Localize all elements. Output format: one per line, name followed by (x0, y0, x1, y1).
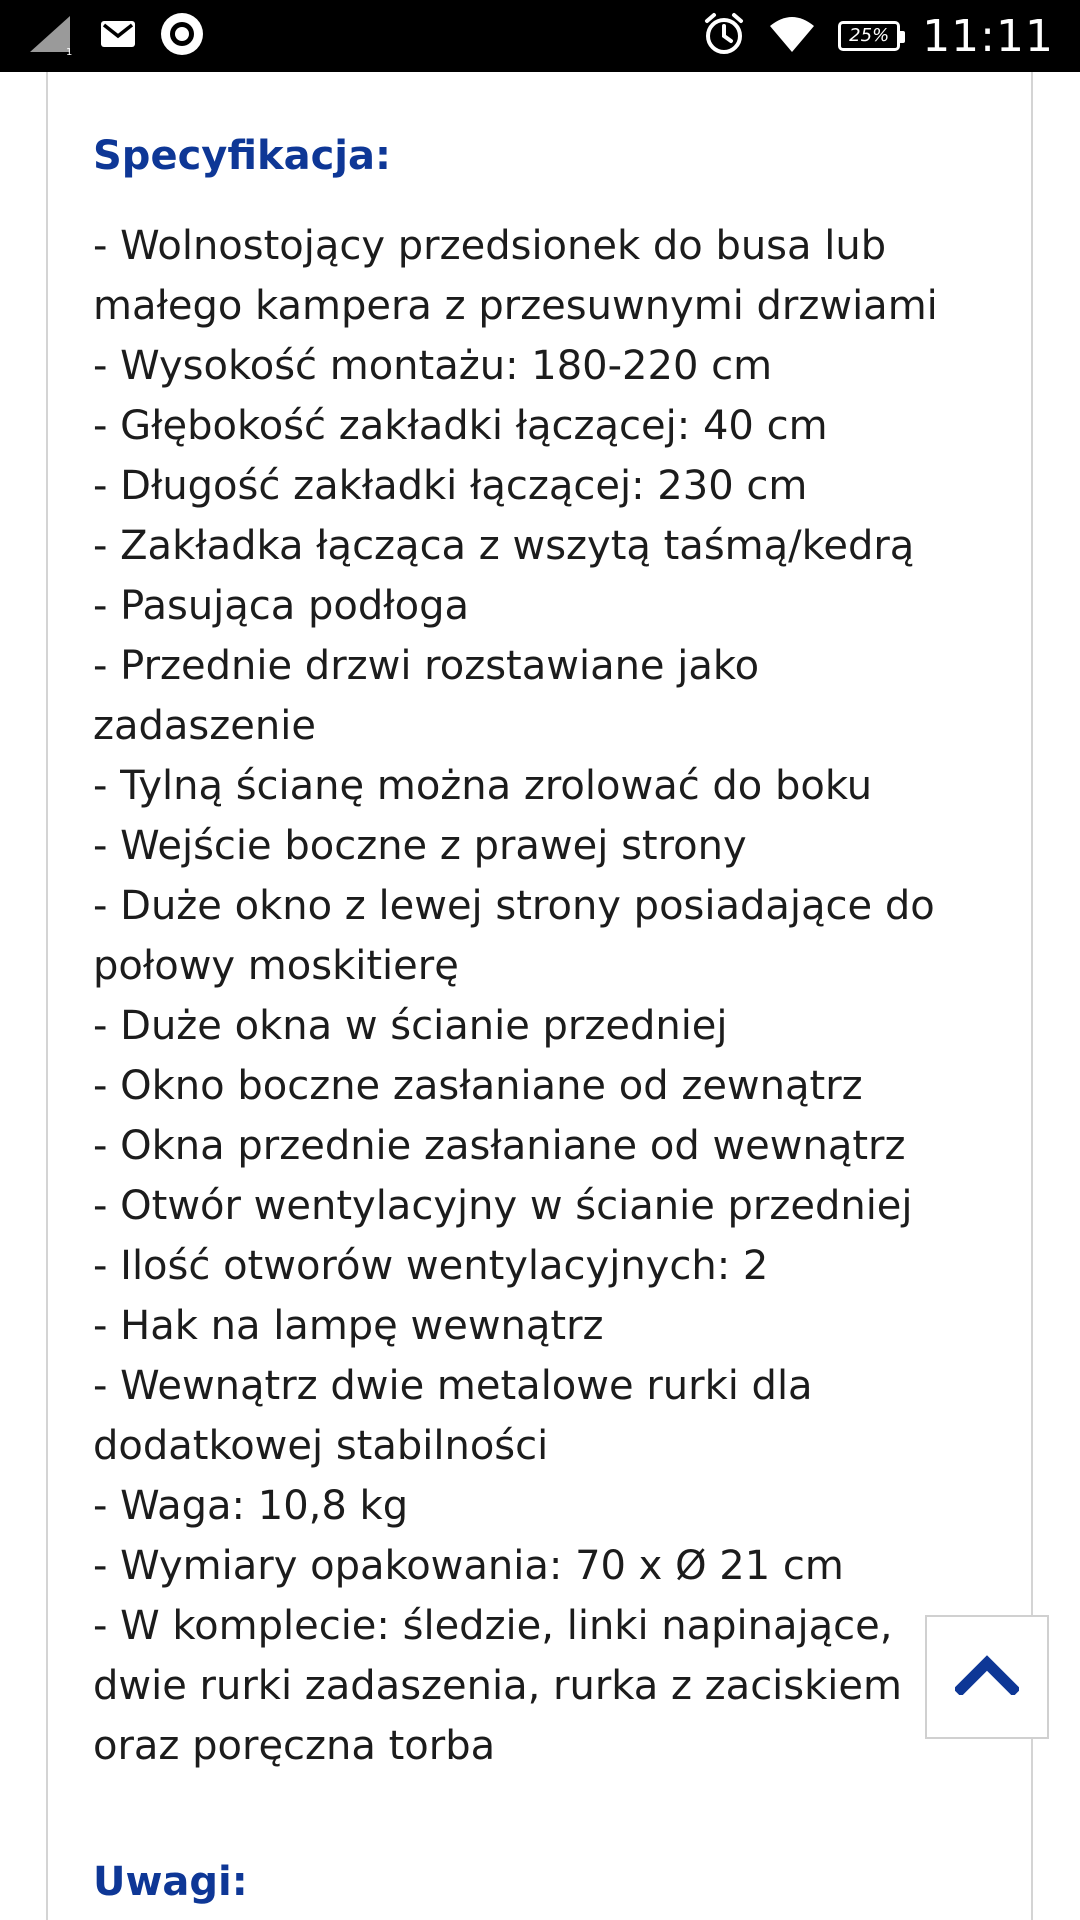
spec-item: - Długość zakładki łączącej: 230 cm (93, 463, 808, 509)
specification-heading: Specyfikacja: (93, 133, 392, 179)
spec-item: - Tylną ścianę można zrolować do boku (93, 763, 873, 809)
alarm-icon (702, 12, 746, 61)
sync-icon (160, 12, 204, 61)
spec-item: - Wysokość montażu: 180-220 cm (93, 343, 773, 389)
status-bar-right (702, 0, 1054, 72)
wifi-icon (768, 14, 816, 59)
battery-icon (838, 21, 900, 51)
spec-item: - Duże okna w ścianie przedniej (93, 1003, 728, 1049)
spec-item: - Okna przednie zasłaniane od wewnątrz (93, 1123, 906, 1169)
spec-item: - Zakładka łącząca z wszytą taśmą/kedrą (93, 523, 915, 569)
back-to-top-button[interactable] (925, 1615, 1049, 1739)
mail-icon (100, 19, 136, 54)
spec-item: - Duże okno z lewej strony posiadające do połowy moskitierę (93, 883, 935, 989)
signal-icon (26, 12, 76, 61)
spec-item: - Wewnątrz dwie metalowe rurki dla dodatkowej stabilności (93, 1363, 813, 1469)
status-bar (0, 0, 1080, 72)
spec-item: - Otwór wentylacyjny w ścianie przedniej (93, 1183, 913, 1229)
spec-item: - Pasująca podłoga (93, 583, 470, 629)
status-time: 11:11 (922, 10, 1054, 62)
spec-item: - Ilość otworów wentylacyjnych: 2 (93, 1243, 769, 1289)
spec-item: - Przednie drzwi rozstawiane jako zadaszenie (93, 643, 760, 749)
spec-item: - Wymiary opakowania: 70 x Ø 21 cm (93, 1543, 844, 1589)
spec-item: - Głębokość zakładki łączącej: 40 cm (93, 403, 828, 449)
spec-item: - W komplecie: śledzie, linki napinające, dwie rurki zadaszenia, rurka z zaciskiem oraz poręczna torba (93, 1603, 902, 1769)
chevron-up-icon (955, 1655, 1019, 1700)
spec-item: - Wejście boczne z prawej strony (93, 823, 747, 869)
svg-text:1: 1 (66, 46, 73, 56)
notes-heading: Uwagi: (93, 1859, 248, 1905)
specification-list (93, 216, 993, 1776)
spec-item: - Hak na lampę wewnątrz (93, 1303, 604, 1349)
spec-item: - Waga: 10,8 kg (93, 1483, 409, 1529)
spec-item: - Okno boczne zasłaniane od zewnątrz (93, 1063, 863, 1109)
status-bar-left (26, 0, 204, 72)
spec-item: - Wolnostojący przedsionek do busa lub małego kampera z przesuwnymi drzwiami (93, 223, 938, 329)
battery-percent: 25% (849, 25, 890, 46)
